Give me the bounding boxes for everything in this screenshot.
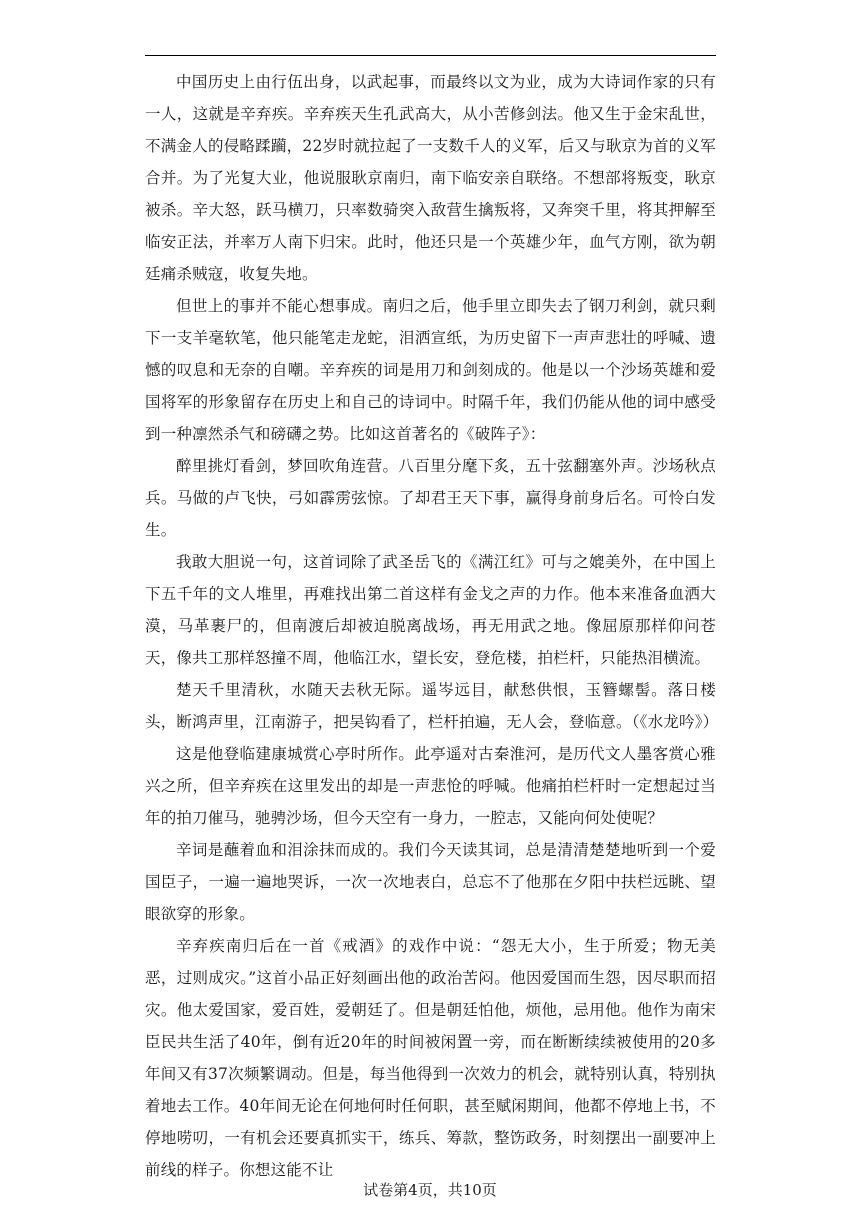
paragraph-6: 辛弃疾南归后在一首《戒酒》的戏作中说：“怨无大小，生于所爱；物无美恶，过则成灾。”这首小品正好刻画出他的政治苦闷。他因爱国而生怨，因尽职而招灾。他太爱国家，爱百姓，爱朝廷了。但是朝廷怕他，烦他，忌用他。他作为南宋臣民共生活了40年，倒有近20年的时间被闲置一旁，而在断断续续被使用的20多年间又有37次频繁调动。但是，每当他得到一次效力的机会，就特别认真，特别执着地去工作。40年间无论在何地何时任何职，甚至赋闲期间，他都不停地上书，不停地唠叨，一有机会还要真抓实干，练兵、筹款，整饬政务，时刻摆出一副要冲上前线的样子。你想这能不让 <box>145 937 716 1179</box>
poem-shuilongyin: 楚天千里清秋，水随天去秋无际。遥岑远目，献愁供恨，玉簪螺髻。落日楼头，断鸿声里，江南游子，把吴钩看了，栏杆拍遍，无人会，登临意。（《水龙吟》） <box>145 681 719 731</box>
header-rule <box>145 55 716 56</box>
poem-pozhenzi: 醉里挑灯看剑，梦回吹角连营。八百里分麾下炙，五十弦翻塞外声。沙场秋点兵。马做的卢飞快，弓如霹雳弦惊。了却君王天下事，赢得身前身后名。可怜白发生。 <box>145 457 716 539</box>
paragraph-3: 我敢大胆说一句，这首词除了武圣岳飞的《满江红》可与之媲美外，在中国上下五千年的文人堆里，再难找出第二首这样有金戈之声的力作。他本来准备血洒大漠，马革裹尸的，但南渡后却被迫脱离战场，再无用武之地。像屈原那样仰问苍天，像共工那样怒撞不周，他临江水，望长安，登危楼，拍栏杆，只能热泪横流。 <box>145 553 716 667</box>
page-footer: 试卷第4页，共10页 <box>363 1181 497 1199</box>
paragraph-5: 辛词是蘸着血和泪涂抹而成的。我们今天读其词，总是清清楚楚地听到一个爱国臣子，一遍一遍地哭诉，一次一次地表白，总忘不了他那在夕阳中扶栏远眺、望眼欲穿的形象。 <box>145 841 716 923</box>
paragraph-2: 但世上的事并不能心想事成。南归之后，他手里立即失去了钢刀利剑，就只剩下一支羊毫软笔，他只能笔走龙蛇，泪洒宣纸，为历史留下一声声悲壮的呼喊、遗憾的叹息和无奈的自嘲。辛弃疾的词是用刀和剑刻成的。他是以一个沙场英雄和爱国将军的形象留存在历史上和自己的诗词中。时隔千年，我们仍能从他的词中感受到一种凛然杀气和磅礴之势。比如这首著名的《破阵子》： <box>145 297 716 443</box>
document-body <box>145 66 719 1186</box>
paragraph-1: 中国历史上由行伍出身，以武起事，而最终以文为业，成为大诗词作家的只有一人，这就是辛弃疾。辛弃疾天生孔武高大，从小苦修剑法。他又生于金宋乱世，不满金人的侵略蹂躏，22岁时就拉起了一支数千人的义军，后又与耿京为首的义军合并。为了光复大业，他说服耿京南归，南下临安亲自联络。不想部将叛变，耿京被杀。辛大怒，跃马横刀，只率数骑突入敌营生擒叛将，又奔突千里，将其押解至临安正法，并率万人南下归宋。此时，他还只是一个英雄少年，血气方刚，欲为朝廷痛杀贼寇，收复失地。 <box>145 73 716 283</box>
paragraph-4: 这是他登临建康城赏心亭时所作。此亭遥对古秦淮河，是历代文人墨客赏心雅兴之所，但辛弃疾在这里发出的却是一声悲怆的呼喊。他痛拍栏杆时一定想起过当年的拍刀催马，驰骋沙场，但今天空有一身力，一腔志，又能向何处使呢？ <box>145 745 716 827</box>
